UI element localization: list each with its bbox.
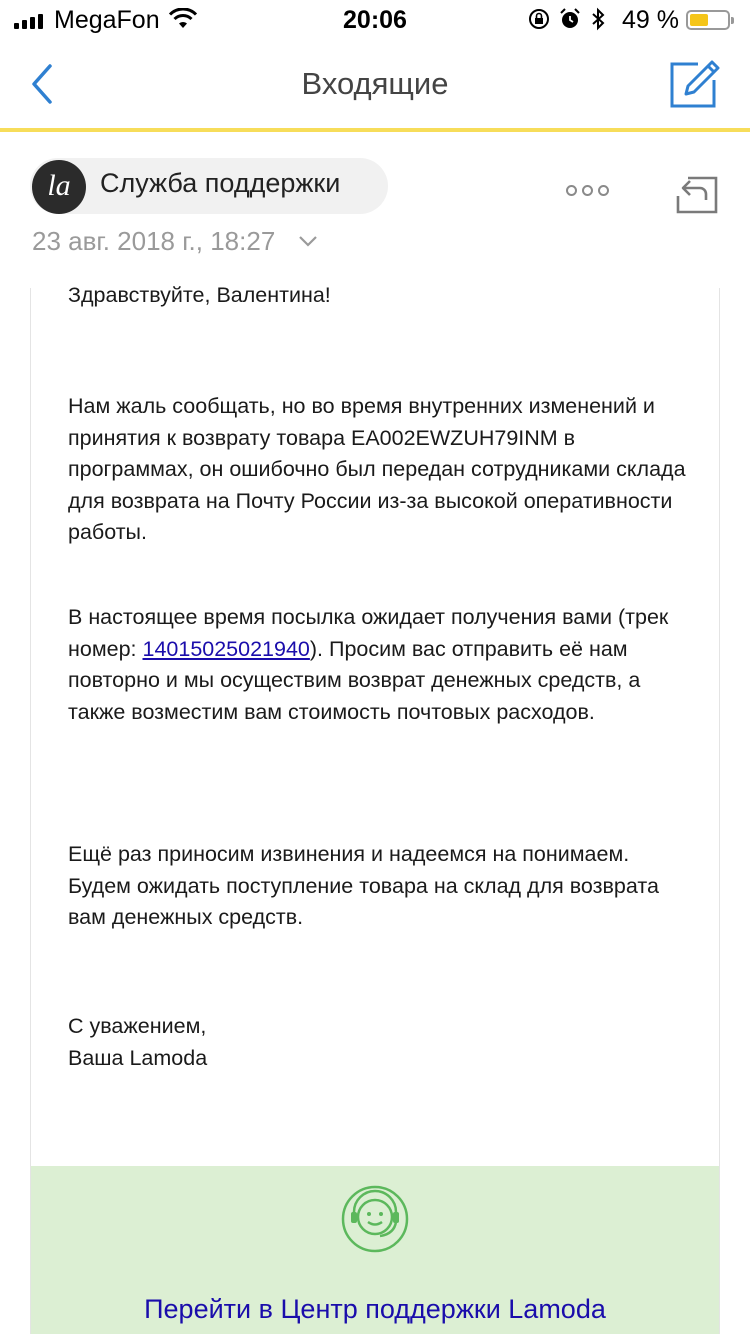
more-options-button[interactable]: [566, 185, 609, 196]
signature-line-2: Ваша Lamoda: [68, 1045, 208, 1070]
alarm-icon: [558, 7, 582, 31]
clock: 20:06: [343, 6, 407, 34]
battery-icon: [686, 10, 730, 30]
signature-line-1: С уважением,: [68, 1014, 207, 1038]
battery-level-fill: [690, 14, 708, 26]
avatar: la: [32, 160, 86, 214]
paragraph-2-start: В настоящее время посылка ожидает получения вами (трек номер:: [68, 605, 669, 661]
reply-icon: [678, 178, 716, 212]
email-date[interactable]: 23 авг. 2018 г., 18:27: [32, 226, 276, 256]
email-paragraph-1: Нам жаль сообщать, но во время внутренних изменений и принятия к возврату товара EA002EWZUH79INM в программах, он ошибочно был передан сотрудниками склада для возврата на Почту России из-за высокой оперативности работы.: [68, 394, 686, 544]
dot-icon: [598, 185, 609, 196]
sender-name[interactable]: Служба поддержки: [100, 168, 341, 198]
support-agent-icon: [338, 1184, 412, 1258]
bluetooth-icon: [590, 7, 606, 31]
compose-icon: [672, 62, 718, 106]
rotation-lock-icon: [528, 8, 550, 30]
navbar-divider: [0, 128, 750, 132]
email-paragraph-3: Ещё раз приносим извинения и надеемся на понимаем. Будем ожидать поступление товара на склад для возврата вам денежных средств.: [68, 842, 659, 929]
email-paragraph-2: [68, 602, 688, 728]
email-greeting: Здравствуйте, Валентина!: [68, 283, 331, 307]
chevron-down-icon[interactable]: [298, 234, 318, 248]
navigation-bar: [0, 40, 750, 128]
reply-button[interactable]: [674, 170, 720, 216]
page-title: Входящие: [301, 66, 449, 101]
dot-icon: [566, 185, 577, 196]
carrier-name: MegaFon: [54, 6, 160, 34]
compose-button[interactable]: [668, 58, 720, 110]
status-bar: [0, 0, 750, 40]
paragraph-2-end: ). Просим вас отправить её нам повторно и мы осуществим возврат денежных средств, а также возместим вам стоимость почтовых расходов.: [68, 636, 641, 724]
dot-icon: [582, 185, 593, 196]
support-center-link[interactable]: Перейти в Центр поддержки Lamoda: [144, 1294, 606, 1324]
battery-percent: 49 %: [622, 6, 679, 34]
tracking-number-link[interactable]: 14015025021940: [142, 636, 310, 661]
email-signature: [68, 1011, 688, 1074]
